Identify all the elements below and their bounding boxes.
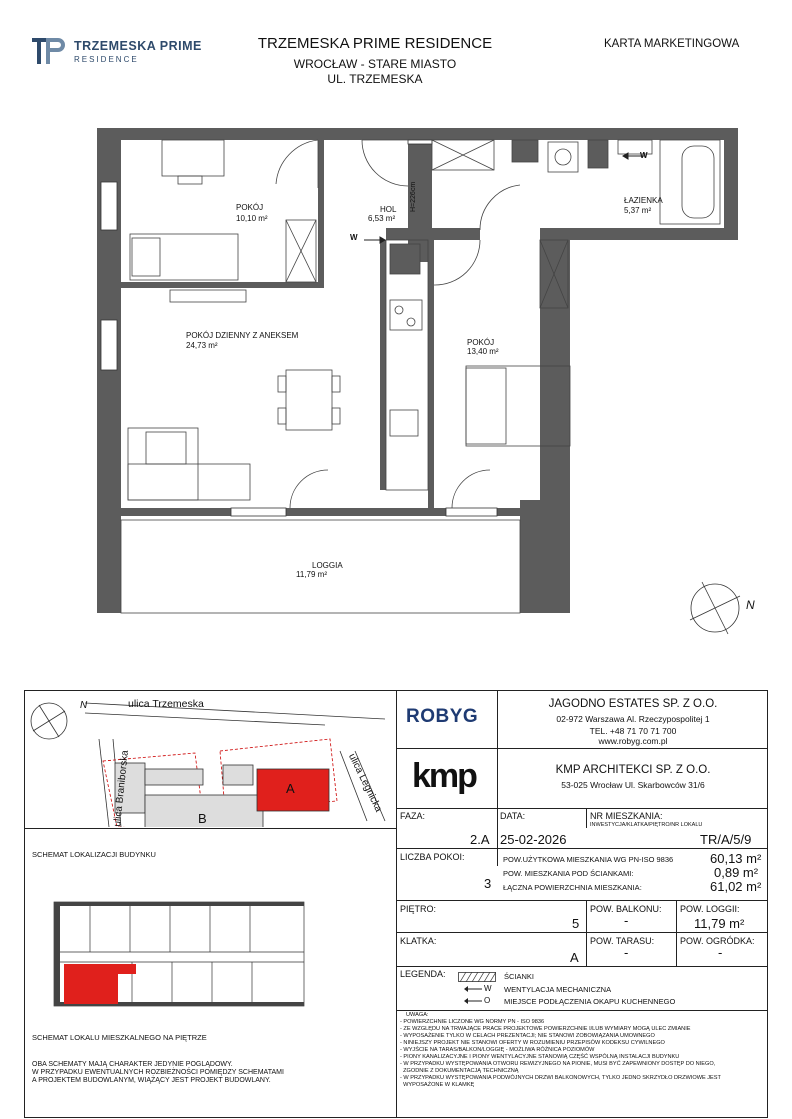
document-type: KARTA MARKETINGOWA xyxy=(604,38,740,50)
note-line: - PIONY KANALIZACYJNE I PIONY WENTYLACYJNE STANOWIĄ CZĘŚĆ WSPÓLNĄ INSTALACJI BUDYNKU xyxy=(400,1054,680,1060)
klatka-label: KLATKA: xyxy=(400,936,437,946)
hood-arrow-icon xyxy=(464,997,484,1005)
note-line: - WYJŚCIE NA TARAS/BALKON/LOGGIĘ - MOŻLIWA RÓŻNICA POZIOMÓW xyxy=(400,1047,595,1053)
building-b-label: B xyxy=(198,811,207,826)
data-label: DATA: xyxy=(500,811,526,821)
room-dzienny-name: POKÓJ DZIENNY Z ANEKSEM xyxy=(186,331,299,340)
robyg-logo: ROBYG xyxy=(406,706,479,727)
hatch-walls-icon xyxy=(458,972,496,982)
nr-value: TR/A/5/9 xyxy=(700,832,752,847)
note-line: - POWIERZCHNIE LICZONE WG NORMY PN - ISO 9836 xyxy=(400,1019,545,1025)
logo-mark-icon xyxy=(32,36,66,66)
note-line: - W PRZYPADKU WYSTĘPOWANIA PODWÓJNYCH DRZWI BALKONOWYCH, TYLKO JEDNO SKRZYDŁO DRZWIOWE JEST xyxy=(400,1075,721,1081)
site-plan-caption: SCHEMAT LOKALIZACJI BUDYNKU xyxy=(32,850,156,859)
room-lazienka-name: ŁAZIENKA xyxy=(624,196,663,205)
site-north-label: N xyxy=(80,700,88,711)
room-pokoj1-name: POKÓJ xyxy=(236,203,264,212)
pietro-label: PIĘTRO: xyxy=(400,904,437,914)
logo-title: TRZEMESKA PRIME xyxy=(74,39,202,53)
vent-arrow-icon xyxy=(464,985,484,993)
disclaimer-line-1: OBA SCHEMATY MAJĄ CHARAKTER JEDYNIE POGLĄDOWY. xyxy=(32,1061,233,1068)
floor-schema xyxy=(50,890,310,1018)
developer-phone: TEL. +48 71 70 71 700 xyxy=(589,726,677,736)
ogrodek-value: - xyxy=(718,945,723,960)
notes-list xyxy=(400,1012,764,1089)
taras-value: - xyxy=(624,945,629,960)
note-line: - WYPOSAŻENIE TYLKO W CELACH PREZENTACJI; NIE STANOWI ZOBOWIĄZANIA UMOWNEGO xyxy=(400,1033,655,1039)
street-line: UL. TRZEMESKA xyxy=(327,72,423,86)
pokoje-label: LICZBA POKOI: xyxy=(400,852,465,862)
pu-label: POW.UŻYTKOWA MIESZKANIA WG PN-ISO 9836 xyxy=(503,855,674,864)
nr-sublabel: INWESTYCJA/KLATKA/PIĘTRO/NR LOKALU xyxy=(590,822,703,828)
loggia-label: POW. LOGGII: xyxy=(680,904,740,914)
note-line: - W PRZYPADKU WYSTĘPOWANIA OTWORU REWIZYJNEGO NA PIONIE, MUSI BYĆ ZAPEWNIONY DOSTĘP DO NIEGO, xyxy=(400,1061,716,1067)
note-line: - ZE WZGLĘDU NA TRWAJĄCE PRACE PROJEKTOWE POWIERZCHNIE I/LUB WYMIARY MOGĄ ULEC ZMIANIE xyxy=(400,1026,691,1032)
page-title: TRZEMESKA PRIME RESIDENCE xyxy=(257,35,493,52)
legend-vent: WENTYLACJA MECHANICZNA xyxy=(504,985,612,994)
note-line: UWAGA: xyxy=(406,1012,429,1018)
pu-value: 60,13 m² xyxy=(710,851,762,866)
developer-name: JAGODNO ESTATES SP. Z O.O. xyxy=(548,698,718,710)
location-line: WROCŁAW - STARE MIASTO xyxy=(293,57,457,71)
building-a-label: A xyxy=(286,781,295,796)
pokoje-value: 3 xyxy=(484,876,492,891)
site-plan xyxy=(25,691,395,827)
loggia-value: 11,79 m² xyxy=(694,916,745,931)
kmp-logo: kmp xyxy=(412,757,476,795)
ps-label: POW. MIESZKANIA POD ŚCIANKAMI: xyxy=(503,869,634,878)
taras-label: POW. TARASU: xyxy=(590,936,655,946)
note-line: - NINIEJSZY PROJEKT NIE STANOWI OFERTY W ROZUMIENIU PRZEPISÓW KODEKSU CYWILNEGO xyxy=(400,1040,665,1046)
floor-plan xyxy=(0,100,792,640)
room-hol-area: 6,53 m² xyxy=(368,214,396,223)
developer-address: 02-972 Warszawa Al. Rzeczypospolitej 1 xyxy=(556,714,710,724)
room-lazienka-area: 5,37 m² xyxy=(624,206,652,215)
room-hol-name: HOL xyxy=(380,205,397,214)
note-line: ZGODNIE Z DOKUMENTACJĄ TECHNICZNĄ xyxy=(400,1068,519,1074)
floor-schema-caption: SCHEMAT LOKALU MIESZKALNEGO NA PIĘTRZE xyxy=(32,1033,207,1042)
ogrodek-label: POW. OGRÓDKA: xyxy=(680,936,755,946)
height-note: H=226cm xyxy=(410,181,417,212)
klatka-value: A xyxy=(570,950,579,965)
street-trzemeska: ulica Trzemeska xyxy=(128,698,204,710)
logo-subtitle: RESIDENCE xyxy=(74,55,139,64)
nr-label: NR MIESZKANIA: xyxy=(590,811,663,821)
legend-label: LEGENDA: xyxy=(400,969,446,979)
architect-name: KMP ARCHITEKCI SP. Z O.O. xyxy=(555,764,711,776)
room-dzienny-area: 24,73 m² xyxy=(186,341,218,350)
ps-value: 0,89 m² xyxy=(714,865,759,880)
room-loggia-name: LOGGIA xyxy=(312,561,343,570)
lp-value: 61,02 m² xyxy=(710,879,762,894)
street-braniborska: ulica Braniborska xyxy=(112,749,131,828)
room-pokoj2-area: 13,40 m² xyxy=(467,347,499,356)
balkon-label: POW. BALKONU: xyxy=(590,904,662,914)
vent-mark-2: W xyxy=(640,151,648,160)
data-value: 25-02-2026 xyxy=(500,832,567,847)
developer-web: www.robyg.com.pl xyxy=(598,736,668,746)
disclaimer-line-3: A PROJEKTEM BUDOWLANYM, WIĄŻĄCY JEST PROJEKT BUDOWLANY. xyxy=(32,1077,271,1084)
disclaimer-line-2: W PRZYPADKU EWENTUALNYCH ROZBIEŻNOŚCI POMIĘDZY SCHEMATAMI xyxy=(32,1069,284,1076)
vent-mark-1: W xyxy=(350,233,358,242)
architect-address: 53-025 Wrocław Ul. Skarbowców 31/6 xyxy=(561,780,705,790)
balkon-value: - xyxy=(624,913,629,928)
note-line: WYPOSAŻONE W KLAMKĘ xyxy=(400,1082,475,1088)
faza-label: FAZA: xyxy=(400,811,426,821)
street-legnicka: ulica Legnicka xyxy=(346,752,384,814)
legend-walls: ŚCIANKI xyxy=(504,972,535,981)
legend-o-symbol: O xyxy=(484,996,491,1005)
faza-value: 2.A xyxy=(470,832,490,847)
room-loggia-area: 11,79 m² xyxy=(296,570,327,579)
legend-w-symbol: W xyxy=(484,984,492,993)
lp-label: ŁĄCZNA POWIERZCHNIA MIESZKANIA: xyxy=(503,883,642,892)
room-pokoj1-area: 10,10 m² xyxy=(236,214,268,223)
pietro-value: 5 xyxy=(572,916,580,931)
legend-hood: MIEJSCE PODŁĄCZENIA OKAPU KUCHENNEGO xyxy=(504,997,676,1006)
north-label: N xyxy=(746,598,755,612)
room-pokoj2-name: POKÓJ xyxy=(467,338,495,347)
